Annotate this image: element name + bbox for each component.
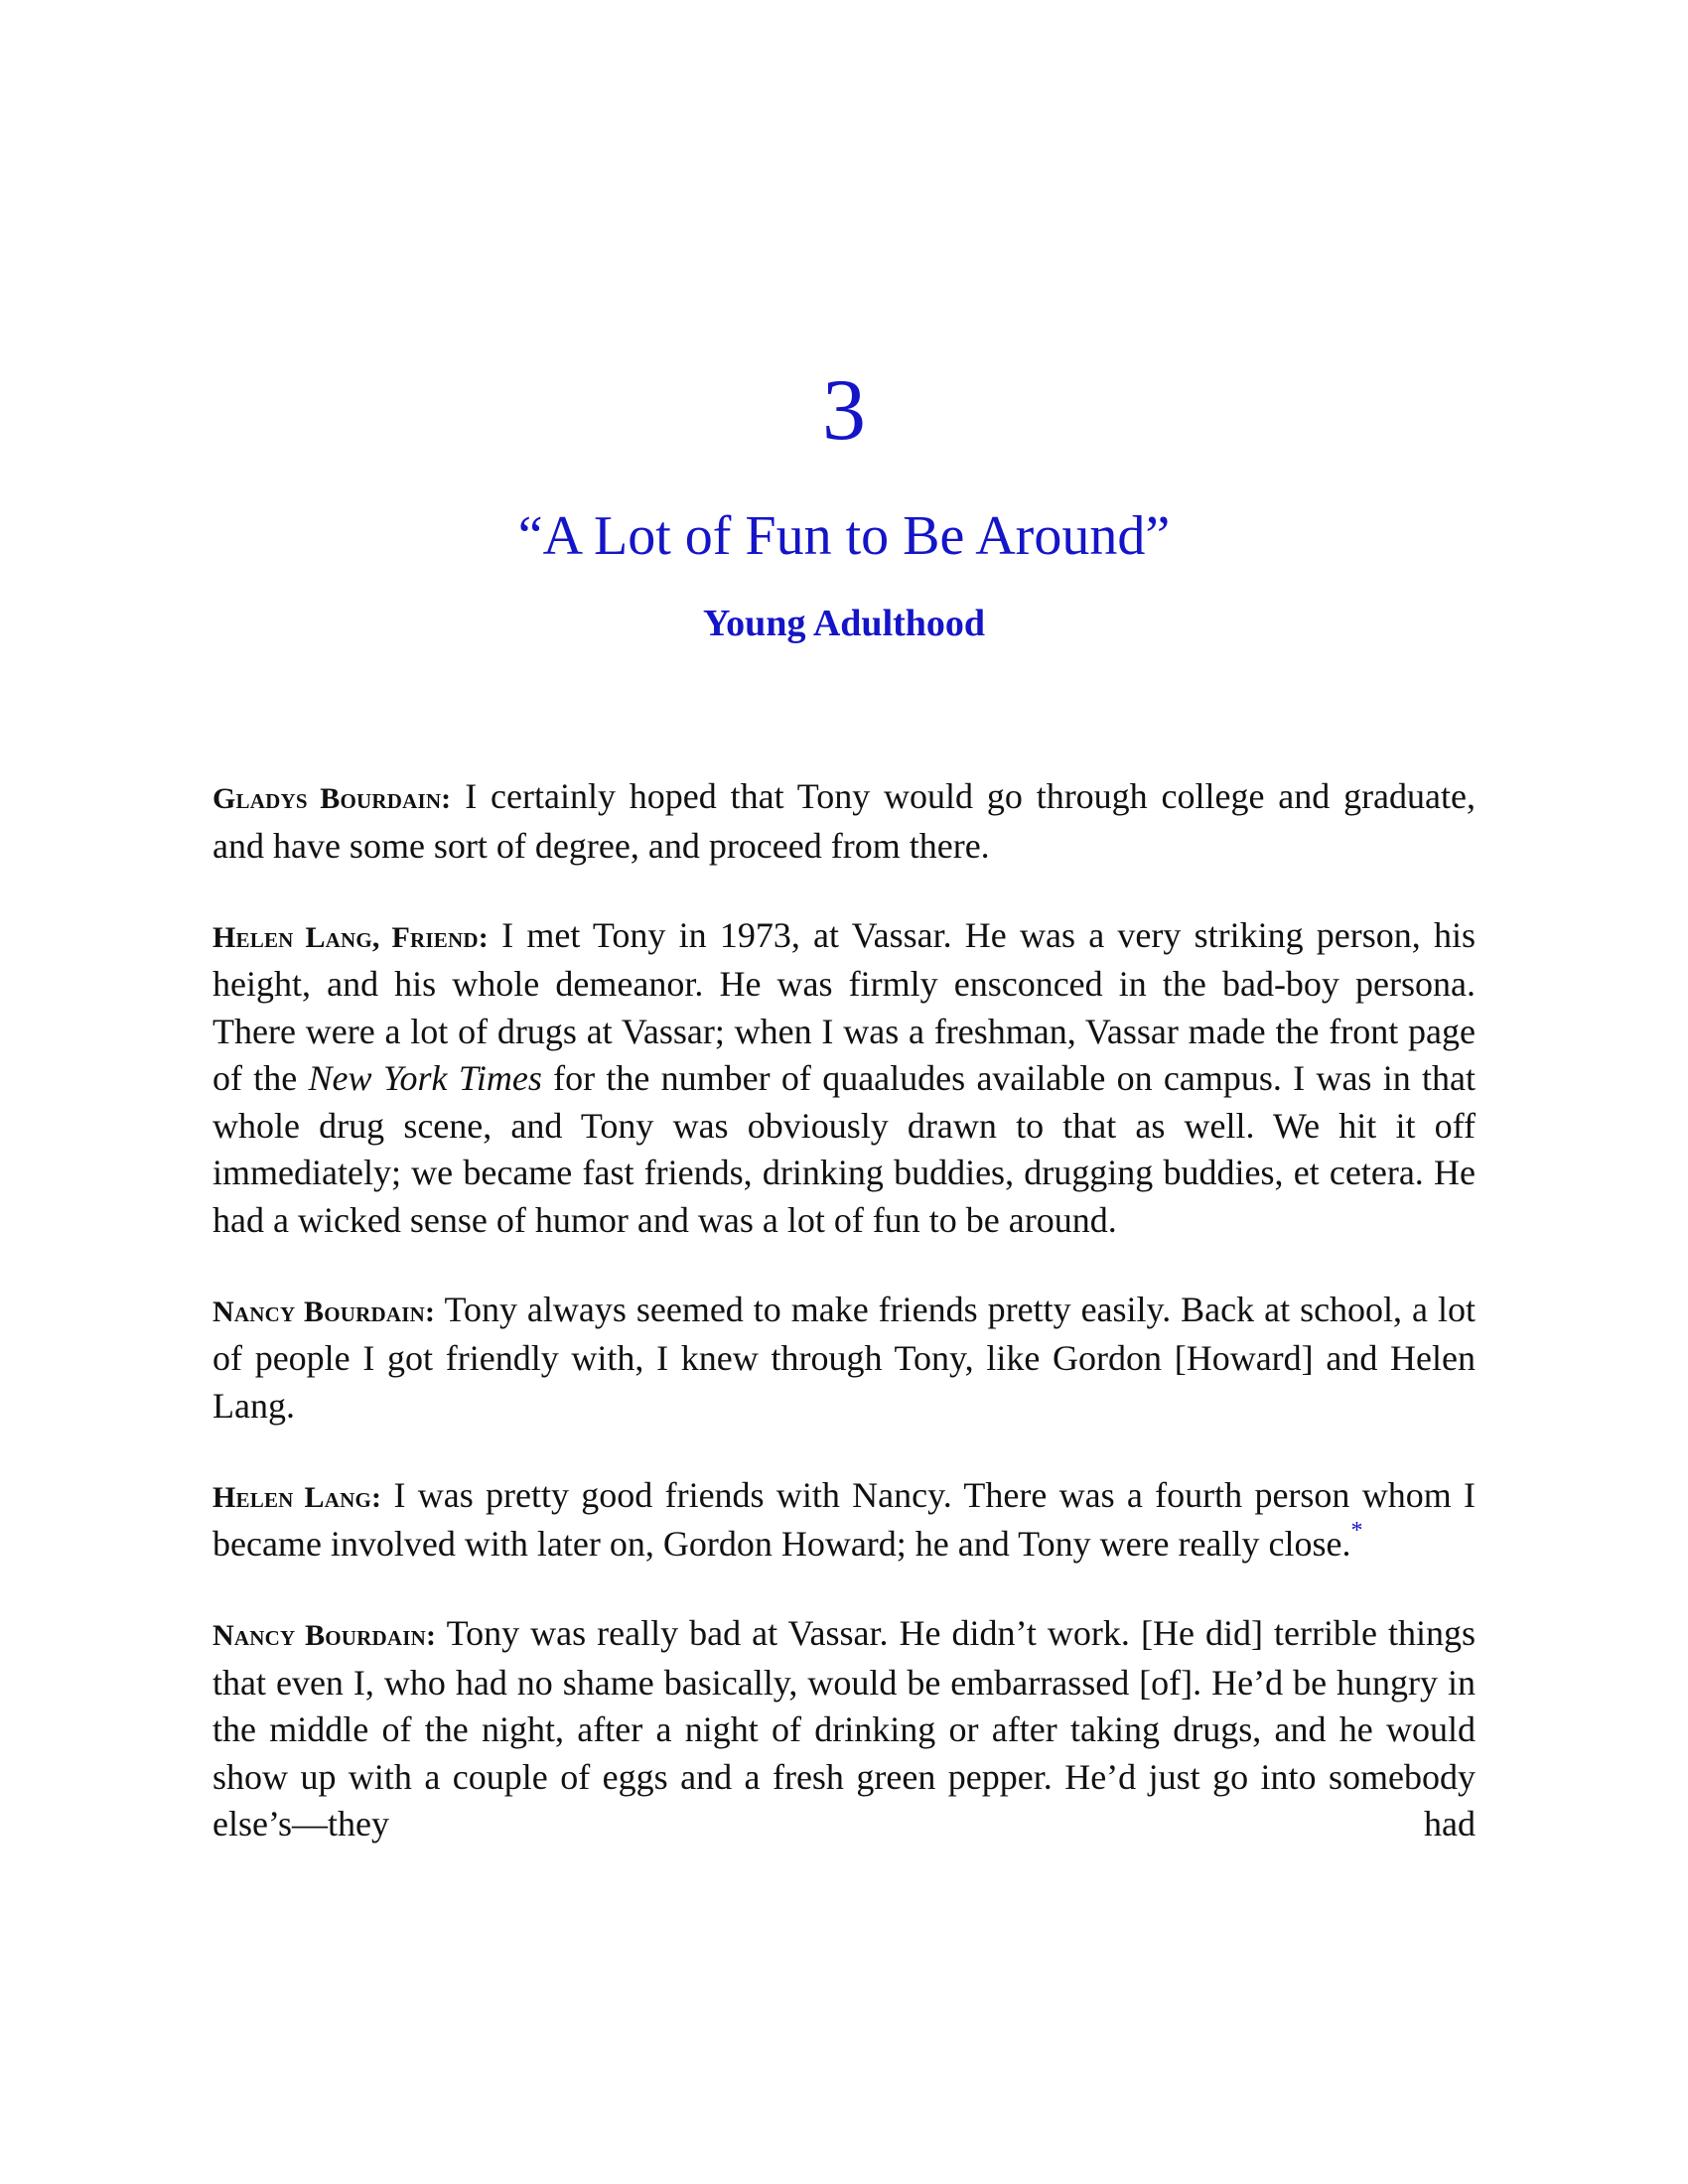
- speaker-label: Nancy Bourdain:: [212, 1619, 437, 1652]
- quote-text: Tony was really bad at Vassar. He didn’t work. [He did] terrible things that even I, who had no shame basically, would be embarrassed [of]. He’d be hungry in the middle of the night, after a night of drinking or after taking drugs, and he would show up with a couple of eggs and a fresh green pepper. He’d just go into somebody else’s—they had: [212, 1613, 1476, 1843]
- speaker-label: Helen Lang, Friend:: [212, 920, 489, 954]
- quote-text: I was pretty good friends with Nancy. There was a fourth person whom I became involved with later on, Gordon Howard; he and Tony were really close.: [212, 1474, 1476, 1564]
- chapter-subtitle: Young Adulthood: [702, 603, 986, 644]
- quote-paragraph: [212, 1610, 1476, 1848]
- quote-text: Tony always seemed to make friends pretty easily. Back at school, a lot of people I got friendly with, I knew through Tony, like Gordon [Howard] and Helen Lang.: [212, 1289, 1476, 1426]
- quote-text: I met Tony in 1973, at Vassar. He was a very striking person, his height, and his whole demeanor. He was firmly ensconced in the bad-boy persona. There were a lot of drugs at Vassar; when I was a freshman, Vassar made the front page of the: [212, 914, 1477, 1098]
- footnote-link[interactable]: *: [1350, 1518, 1363, 1544]
- quote-paragraph: [212, 912, 1476, 1245]
- chapter-number: 3: [822, 362, 866, 459]
- chapter-title: “A Lot of Fun to Be Around”: [517, 505, 1171, 567]
- publication-title: New York Times: [308, 1058, 542, 1098]
- quote-text: I certainly hoped that Tony would go through college and graduate, and have some sort of degree, and proceed from there.: [212, 776, 1476, 866]
- speaker-label: Gladys Bourdain:: [212, 782, 452, 815]
- speaker-label: Nancy Bourdain:: [212, 1295, 436, 1328]
- quote-paragraph: [212, 1287, 1476, 1431]
- quote-text: for the number of quaaludes available on campus. I was in that whole drug scene, and Tony was obviously drawn to that as well. We hit it off immediately; we became fast friends, drinking buddies, drugging buddies, et cetera. He had a wicked sense of humor and was a lot of fun to be around.: [212, 1058, 1477, 1240]
- quote-paragraph: [212, 1472, 1476, 1569]
- quote-paragraph: [212, 773, 1476, 870]
- chapter-body: [212, 773, 1476, 1890]
- speaker-label: Helen Lang:: [212, 1480, 382, 1514]
